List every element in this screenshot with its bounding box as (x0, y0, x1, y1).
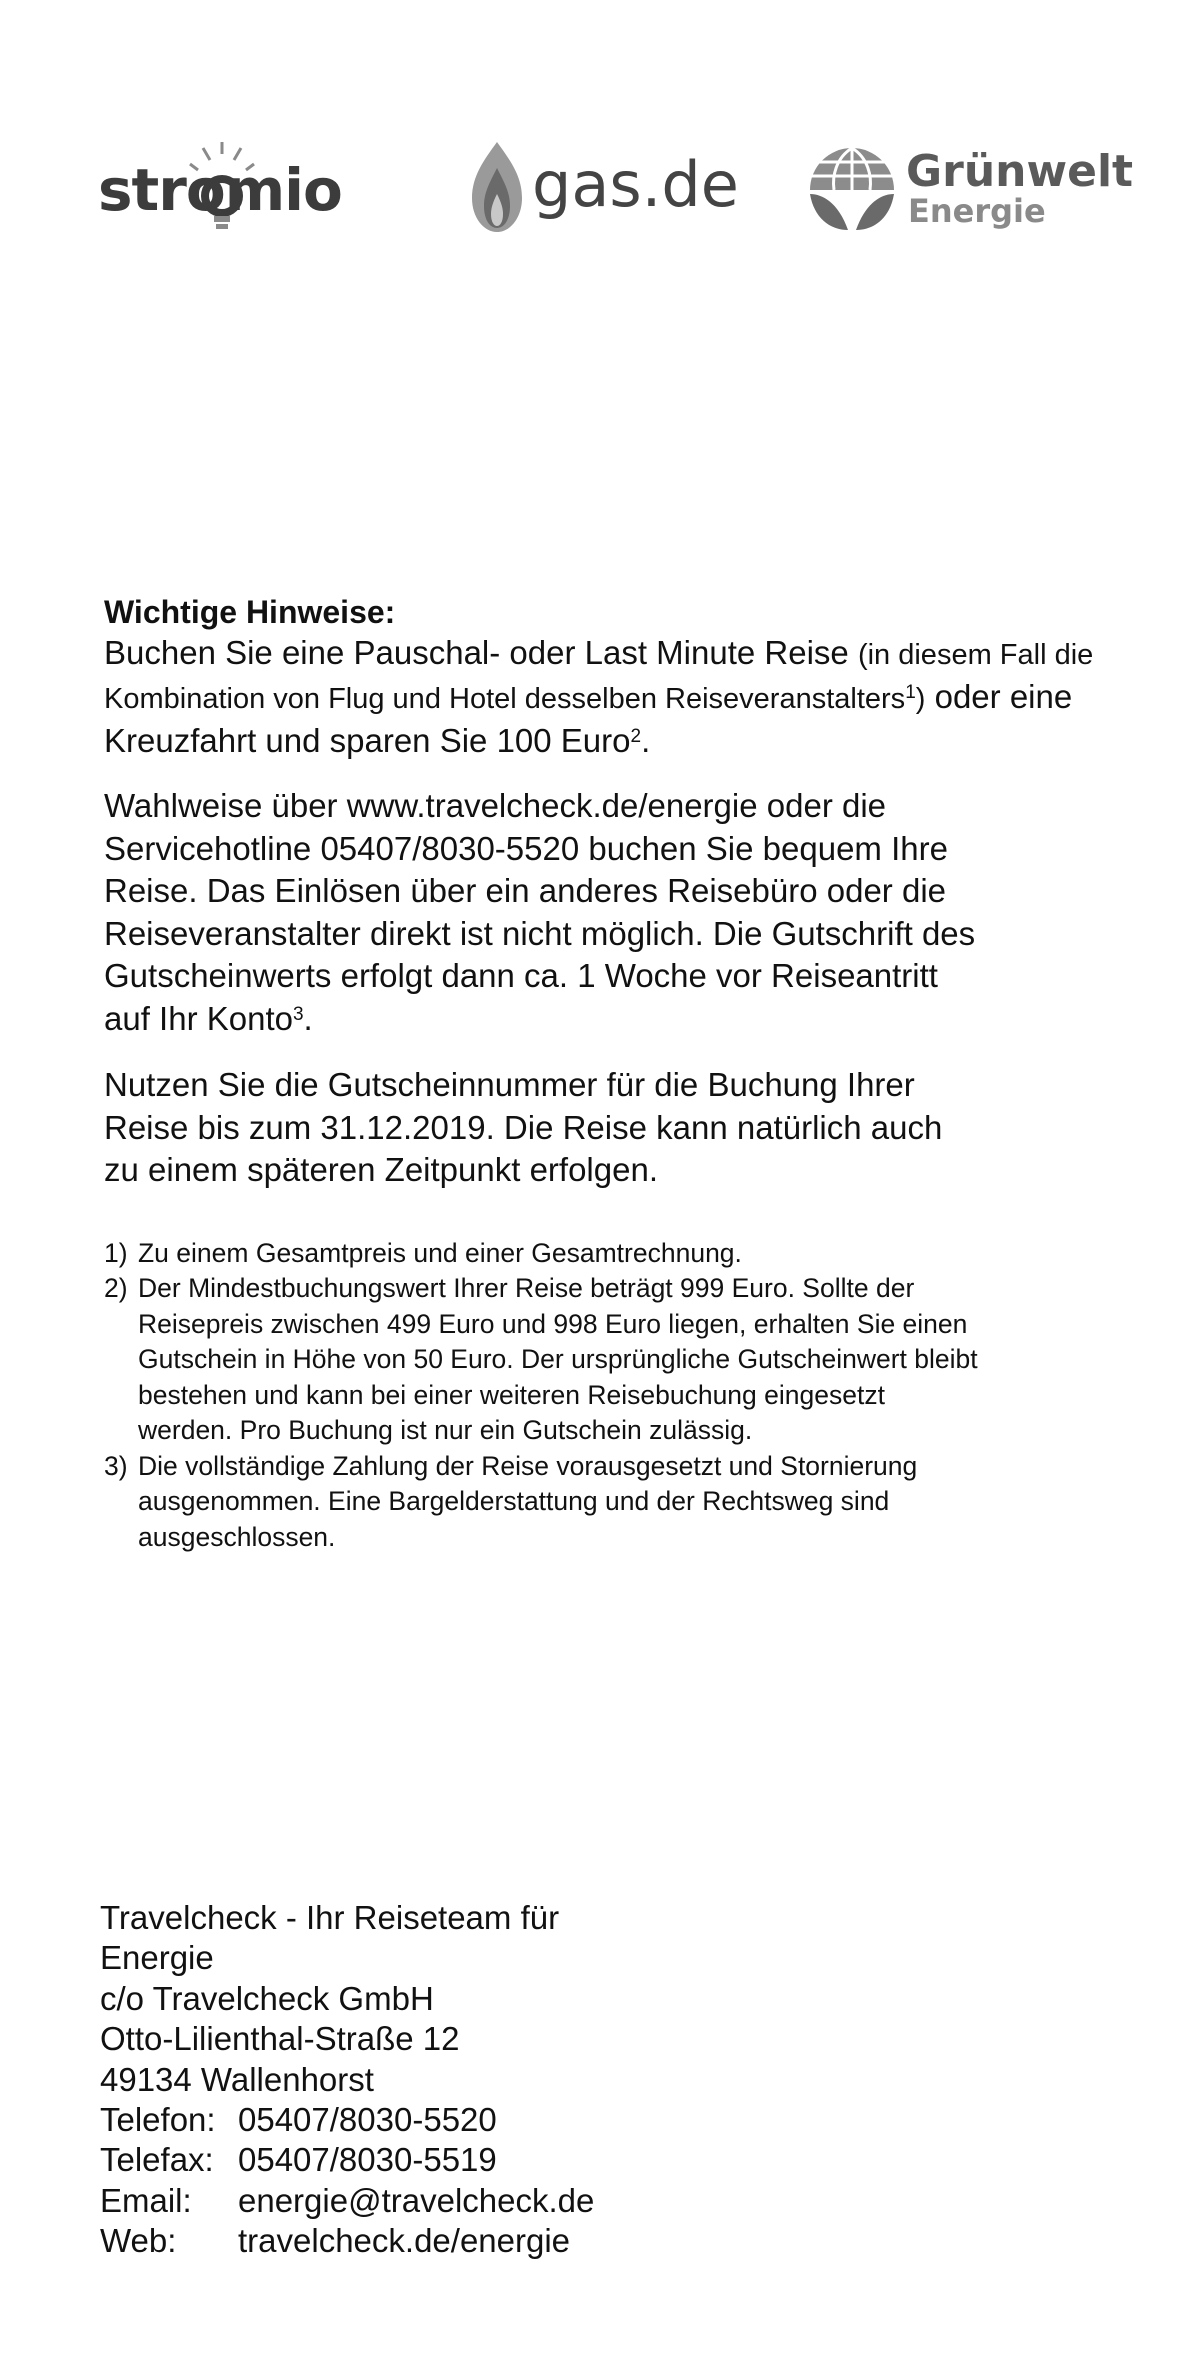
address-line-city: 49134 Wallenhorst (100, 2060, 374, 2098)
fax-number: 05407/8030-5519 (238, 2141, 497, 2179)
contact-web-row (100, 2221, 594, 2261)
voucher-paragraph: Nutzen Sie die Gutscheinnummer für die Buchung Ihrer Reise bis zum 31.12.2019. Die Reise kann natürlich auch zu einem späteren Zeitpunkt erfolgen. (104, 1066, 943, 1188)
address-line-energie: Energie (100, 1939, 214, 1977)
notes-intro-b: (in diesem Fall die Kombination von Flug und Hotel desselben Reiseveranstalters (104, 639, 1094, 715)
booking-text: Wahlweise über www.travelcheck.de/energie oder die Servicehotline 05407/8030-5520 buchen Sie bequem Ihre Reise. Das Einlösen über ein anderes Reisebüro oder die Reiseveranstalter direkt ist nicht möglich. Die Gutschrift des Gutscheinwerts erfolgt dann ca. 1 Woche vor Reiseantritt auf Ihr Konto (104, 787, 976, 1037)
notes-intro-c: ) (915, 683, 926, 715)
footnote-text: Der Mindestbuchungswert Ihrer Reise beträgt 999 Euro. Sollte der Reisepreis zwischen 499 Euro und 998 Euro liegen, erhalten Sie einen Gutschein in Höhe von 50 Euro. Der ursprüngliche Gutscheinwert bleibt bestehen und kann bei einer weiteren Reisebuchung eingesetzt werden. Pro Buchung ist nur ein Gutschein zulässig. (138, 1273, 978, 1445)
web-label: Web: (100, 2222, 177, 2260)
gruenwelt-logo-text: Grünwelt (906, 146, 1134, 197)
footnote-number: 1) (104, 1237, 128, 1268)
notes-intro-d: oder eine Kreuzfahrt und sparen Sie 100 Euro (104, 678, 1073, 759)
footnote-ref-3: 3 (292, 1003, 304, 1025)
footnote-number: 2) (104, 1273, 128, 1303)
address-line-company: c/o Travelcheck GmbH (100, 1979, 434, 2017)
footnote-number: 3) (104, 1450, 128, 1481)
footnote-text: Zu einem Gesamtpreis und einer Gesamtrechnung. (138, 1237, 742, 1268)
contact-email-row (100, 2181, 594, 2221)
gas-flame-icon (462, 138, 532, 238)
footnote-item (104, 1449, 984, 1556)
contact-fax-row (100, 2140, 594, 2180)
stromio-logo-text: stromio (98, 156, 342, 224)
gas-de-logo-text: gas.de (532, 148, 739, 221)
booking-text-end: . (303, 999, 313, 1037)
contact-address-block (100, 1898, 594, 2262)
gas-de-logo (462, 138, 739, 238)
footnote-text: Die vollständige Zahlung der Reise vorausgesetzt und Stornierung ausgenommen. Eine Bargelderstattung und der Rechtsweg sind ausgeschlossen. (138, 1450, 918, 1552)
fax-label: Telefax: (100, 2141, 214, 2179)
booking-paragraph (104, 785, 984, 1040)
gruenwelt-logo (802, 140, 1134, 240)
stromio-logo (98, 140, 388, 240)
globe-leaf-icon (802, 140, 902, 240)
notes-intro-a: Buchen Sie eine Pauschal- oder Last Minute Reise (104, 634, 858, 671)
important-notes-section (104, 592, 1164, 1555)
footnotes-list (104, 1236, 984, 1556)
footnote-ref-1: 1 (905, 682, 916, 703)
address-line-team: Travelcheck - Ihr Reiseteam für (100, 1899, 560, 1936)
phone-number[interactable]: 05407/8030-5520 (238, 2101, 497, 2139)
notes-intro (104, 632, 1164, 761)
footnote-item (104, 1271, 984, 1449)
phone-label: Telefon: (100, 2101, 216, 2139)
footnote-item (104, 1236, 984, 1272)
energie-logo-subtext: Energie (908, 192, 1046, 230)
footnote-ref-2: 2 (630, 726, 642, 747)
notes-heading: Wichtige Hinweise: (104, 594, 396, 630)
web-link[interactable]: travelcheck.de/energie (238, 2222, 571, 2260)
contact-phone-row (100, 2100, 594, 2140)
email-label: Email: (100, 2181, 192, 2219)
email-link[interactable]: energie@travelcheck.de (238, 2181, 595, 2219)
notes-intro-e: . (641, 722, 651, 759)
address-line-street: Otto-Lilienthal-Straße 12 (100, 2020, 460, 2058)
